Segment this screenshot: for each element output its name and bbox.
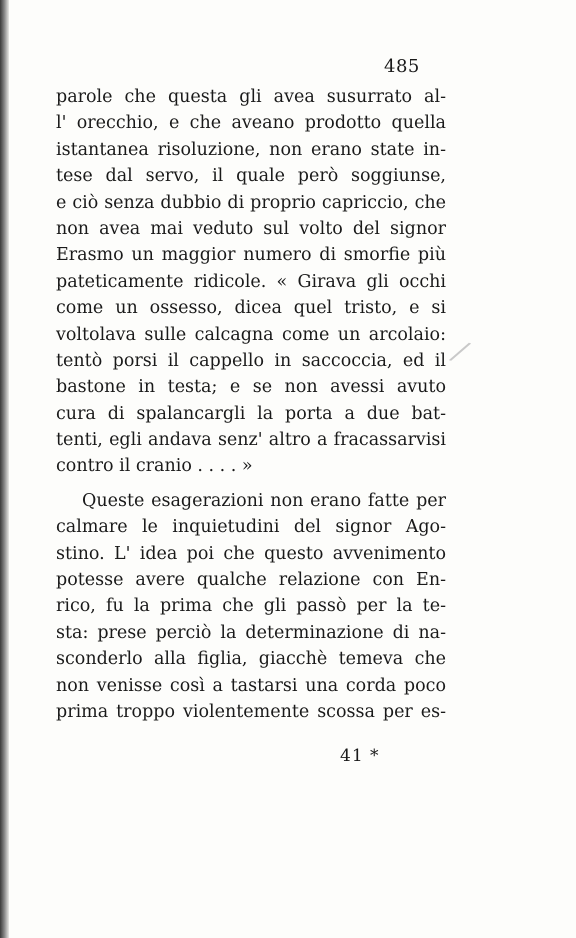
paragraph-gap: [56, 480, 446, 488]
text-line: rico, fu la prima che gli passò per la te-: [56, 596, 446, 617]
text-line: l' orecchio, e che aveano prodotto quella: [56, 113, 446, 134]
page-number: 485: [384, 56, 420, 77]
text-line: sta: prese perciò la determinazione di na-: [56, 622, 446, 643]
text-line: non venisse così a tastarsi una corda poco: [56, 675, 446, 696]
text-line: Erasmo un maggior numero di smorfie più: [56, 245, 446, 266]
text-line: come un ossesso, dicea quel tristo, e si: [56, 298, 446, 319]
text-line: prima troppo violentemente scossa per es-: [56, 701, 446, 722]
text-line: potesse avere qualche relazione con En-: [56, 570, 446, 591]
text-line: stino. L' idea poi che questo avvenimento: [56, 543, 446, 564]
text-line: sconderlo alla figlia, giacchè temeva che: [56, 649, 446, 670]
text-line: calmare le inquietudini del signor Ago-: [56, 517, 446, 538]
text-line: non avea mai veduto sul volto del signor: [56, 218, 446, 239]
paragraph-1: [56, 84, 446, 480]
text-line: tenti, egli andava senz' altro a fracassarvisi: [56, 430, 446, 451]
book-spine-shadow: [0, 0, 9, 938]
text-line: Queste esagerazioni non erano fatte per: [82, 490, 446, 511]
pencil-mark-icon: ⁄: [451, 335, 468, 371]
text-line: istantanea risoluzione, non erano state in-: [56, 139, 446, 160]
text-line: parole che questa gli avea susurrato al-: [56, 87, 446, 107]
signature-mark: 41 *: [340, 746, 380, 766]
text-line: voltolava sulle calcagna come un arcolaio:: [56, 324, 446, 345]
text-line: contro il cranio . . . . »: [56, 456, 253, 477]
text-line: tentò porsi il cappello in saccoccia, ed il: [56, 350, 446, 371]
text-line: pateticamente ridicole. « Girava gli occhi: [56, 271, 446, 292]
text-line: tese dal servo, il quale però soggiunse,: [56, 166, 446, 187]
body-text: [56, 84, 446, 725]
text-line: cura di spalancargli la porta a due bat-: [56, 403, 446, 424]
text-line: e ciò senza dubbio di proprio capriccio, che: [56, 192, 446, 213]
text-line: bastone in testa; e se non avessi avuto: [56, 377, 446, 398]
paragraph-2: [56, 488, 446, 726]
